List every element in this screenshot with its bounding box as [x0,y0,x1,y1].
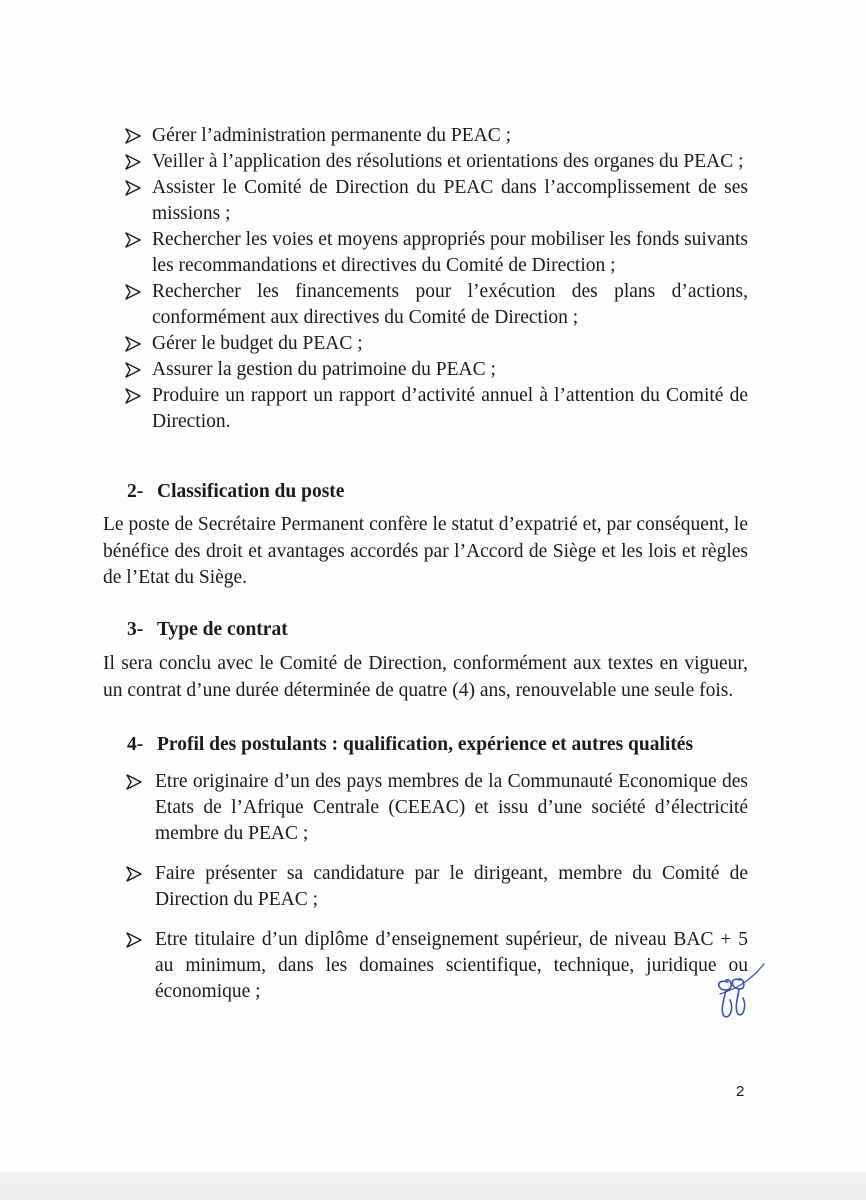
list-item [152,357,748,383]
section-title: Profil des postulants : qualification, expérience et autres qualités [157,734,694,755]
list-item-text: Etre titulaire d’un diplôme d’enseignement supérieur, de niveau BAC + 5 au minimum, dans les domaines scientifique, technique, juridique ou économique ; [155,929,748,1002]
arrowhead-bullet-icon [125,931,143,949]
arrowhead-bullet-icon [124,231,142,249]
list-item-text: Gérer l’administration permanente du PEAC ; [152,125,512,146]
list-item [155,861,748,913]
arrowhead-bullet-icon [124,179,142,197]
section-heading-classification [127,479,344,505]
list-item-text: Assurer la gestion du patrimoine du PEAC ; [152,359,496,380]
list-item-text: Produire un rapport un rapport d’activité annuel à l’attention du Comité de Direction. [152,385,748,432]
section-heading-contract [127,617,288,643]
section-number: 4- [127,734,144,755]
section-heading-profile [127,732,693,758]
profile-list [155,769,748,1019]
list-item-text: Assister le Comité de Direction du PEAC dans l’accomplissement de ses missions ; [152,177,748,224]
list-item [152,383,748,435]
list-item [155,769,748,847]
list-item [152,331,748,357]
section-title: Classification du poste [157,481,345,502]
list-item-text: Rechercher les financements pour l’exécution des plans d’actions, conformément aux directives du Comité de Direction ; [152,281,748,328]
scan-bottom-edge [0,1172,866,1200]
list-item-text: Gérer le budget du PEAC ; [152,333,363,354]
duties-list [152,123,748,435]
list-item [152,123,748,149]
list-item-text: Veiller à l’application des résolutions et orientations des organes du PEAC ; [152,151,744,172]
list-item [152,227,748,279]
list-item-text: Etre originaire d’un des pays membres de la Communauté Economique des Etats de l’Afrique Centrale (CEEAC) et issu d’une société d’électricité membre du PEAC ; [155,771,748,844]
list-item [152,149,748,175]
arrowhead-bullet-icon [125,865,143,883]
section-title: Type de contrat [157,619,288,640]
list-item [155,927,748,1005]
list-item-text: Faire présenter sa candidature par le dirigeant, membre du Comité de Direction du PEAC ; [155,863,748,910]
arrowhead-bullet-icon [124,153,142,171]
arrowhead-bullet-icon [124,283,142,301]
arrowhead-bullet-icon [124,387,142,405]
section-number: 2- [127,481,144,502]
list-item-text: Rechercher les voies et moyens appropriés pour mobiliser les fonds suivants les recommandations et directives du Comité de Direction ; [152,229,748,276]
handwritten-initials-signature [708,960,766,1024]
classification-paragraph: Le poste de Secrétaire Permanent confère le statut d’expatrié et, par conséquent, le bénéfice des droit et avantages accordés par l’Accord de Siège et les lois et règles de l’Etat du Siège. [103,514,748,588]
page-number: 2 [736,1083,745,1100]
arrowhead-bullet-icon [124,361,142,379]
list-item [152,279,748,331]
arrowhead-bullet-icon [124,127,142,145]
section-number: 3- [127,619,144,640]
list-item [152,175,748,227]
arrowhead-bullet-icon [125,773,143,791]
arrowhead-bullet-icon [124,335,142,353]
contract-paragraph: Il sera conclu avec le Comité de Direction, conformément aux textes en vigueur, un contrat d’une durée déterminée de quatre (4) ans, renouvelable une seule fois. [103,653,748,701]
